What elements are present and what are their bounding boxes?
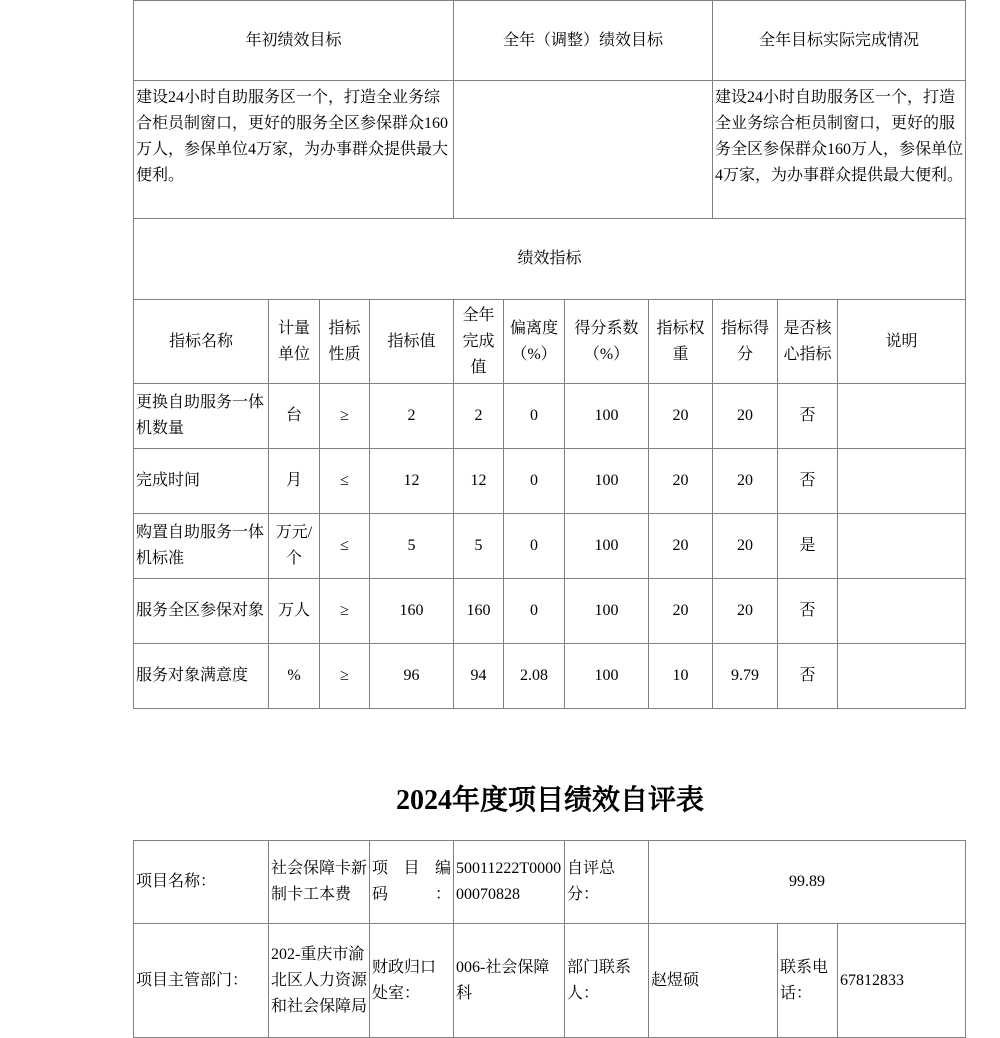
- adjusted-goal-text: [454, 81, 713, 219]
- contact-label: 部门联系人：: [565, 924, 649, 1038]
- metric-cell: 否: [778, 579, 838, 644]
- metric-cell: ≥: [320, 644, 370, 709]
- col-header: 指标性质: [320, 300, 370, 384]
- finance-label: 财政归口处室：: [370, 924, 454, 1038]
- col-header: 指标权重: [649, 300, 713, 384]
- metric-cell: 160: [454, 579, 504, 644]
- project-row-2: [134, 924, 966, 1038]
- metric-cell: 2: [454, 384, 504, 449]
- metric-cell: 100: [565, 384, 649, 449]
- performance-table: [133, 0, 966, 709]
- finance-value: 006-社会保障科: [454, 924, 565, 1038]
- metric-cell: 2.08: [504, 644, 565, 709]
- metric-cell: 20: [713, 384, 778, 449]
- metric-cell: [838, 514, 966, 579]
- phone-label: 联系电话：: [778, 924, 838, 1038]
- metric-cell: 更换自助服务一体机数量: [134, 384, 269, 449]
- dept-label: 项目主管部门：: [134, 924, 269, 1038]
- metric-cell: 服务全区参保对象: [134, 579, 269, 644]
- metric-cell: 12: [370, 449, 454, 514]
- metric-cell: [838, 449, 966, 514]
- goals-header-row: [134, 1, 966, 81]
- metric-cell: 100: [565, 579, 649, 644]
- metric-cell: 20: [649, 449, 713, 514]
- metric-cell: ≤: [320, 449, 370, 514]
- metric-cell: 万元/个: [269, 514, 320, 579]
- metric-cell: 100: [565, 514, 649, 579]
- project-code-label: 项目编码：: [370, 841, 454, 924]
- col-header: 指标得分: [713, 300, 778, 384]
- col-header: 得分系数（%）: [565, 300, 649, 384]
- metric-cell: 100: [565, 644, 649, 709]
- metric-cell: 100: [565, 449, 649, 514]
- project-info-table: [133, 840, 966, 1038]
- metric-cell: 0: [504, 449, 565, 514]
- initial-goal-text: 建设24小时自助服务区一个，打造全业务综合柜员制窗口，更好的服务全区参保群众160万人，参保单位4万家，为办事群众提供最大便利。: [134, 81, 454, 219]
- col-header: 计量单位: [269, 300, 320, 384]
- score-value: 99.89: [649, 841, 966, 924]
- header-adjusted-goal: 全年（调整）绩效目标: [454, 1, 713, 81]
- metric-cell: 台: [269, 384, 320, 449]
- metric-cell: 9.79: [713, 644, 778, 709]
- metric-cell: 是: [778, 514, 838, 579]
- metric-cell: 服务对象满意度: [134, 644, 269, 709]
- metric-cell: [838, 644, 966, 709]
- metric-cell: 2: [370, 384, 454, 449]
- metric-cell: 20: [713, 449, 778, 514]
- metric-cell: ≥: [320, 579, 370, 644]
- col-header: 指标值: [370, 300, 454, 384]
- metrics-section-row: [134, 219, 966, 300]
- metric-cell: 购置自助服务一体机标准: [134, 514, 269, 579]
- metric-cell: 0: [504, 384, 565, 449]
- contact-value: 赵煜硕: [649, 924, 778, 1038]
- metric-cell: ≥: [320, 384, 370, 449]
- metric-cell: ≤: [320, 514, 370, 579]
- metric-cell: %: [269, 644, 320, 709]
- project-name: 社会保障卡新制卡工本费: [269, 841, 370, 924]
- metric-cell: 完成时间: [134, 449, 269, 514]
- metrics-section-title: 绩效指标: [134, 219, 966, 300]
- goals-row: [134, 81, 966, 219]
- metric-cell: 94: [454, 644, 504, 709]
- metric-cell: 否: [778, 644, 838, 709]
- header-actual-completion: 全年目标实际完成情况: [713, 1, 966, 81]
- metric-cell: 12: [454, 449, 504, 514]
- actual-completion-text: 建设24小时自助服务区一个，打造全业务综合柜员制窗口，更好的服务全区参保群众160万人，参保单位4万家，为办事群众提供最大便利。: [713, 81, 966, 219]
- col-header: 偏离度（%）: [504, 300, 565, 384]
- metric-cell: 160: [370, 579, 454, 644]
- metric-cell: 10: [649, 644, 713, 709]
- col-header: 说明: [838, 300, 966, 384]
- metric-cell: 20: [649, 514, 713, 579]
- phone-value: 67812833: [838, 924, 966, 1038]
- metric-cell: 否: [778, 384, 838, 449]
- metric-cell: [838, 384, 966, 449]
- col-header: 指标名称: [134, 300, 269, 384]
- metric-row: [134, 644, 966, 709]
- metrics-header-row: [134, 300, 966, 384]
- project-name-label: 项目名称：: [134, 841, 269, 924]
- metric-cell: 20: [649, 579, 713, 644]
- metric-cell: 否: [778, 449, 838, 514]
- header-initial-goal: 年初绩效目标: [134, 1, 454, 81]
- metric-row: [134, 449, 966, 514]
- project-code: 50011222T000000070828: [454, 841, 565, 924]
- dept-value: 202-重庆市渝北区人力资源和社会保障局: [269, 924, 370, 1038]
- metric-row: [134, 579, 966, 644]
- form-title: 2024年度项目绩效自评表: [395, 785, 704, 816]
- col-header: 是否核心指标: [778, 300, 838, 384]
- metric-cell: 月: [269, 449, 320, 514]
- metric-cell: 20: [713, 579, 778, 644]
- metric-cell: 20: [649, 384, 713, 449]
- metric-cell: [838, 579, 966, 644]
- metric-cell: 0: [504, 579, 565, 644]
- col-header: 全年完成值: [454, 300, 504, 384]
- metric-cell: 万人: [269, 579, 320, 644]
- metric-cell: 20: [713, 514, 778, 579]
- project-row-1: [134, 841, 966, 924]
- metric-row: [134, 384, 966, 449]
- metric-cell: 5: [370, 514, 454, 579]
- metric-cell: 0: [504, 514, 565, 579]
- metric-cell: 96: [370, 644, 454, 709]
- metric-cell: 5: [454, 514, 504, 579]
- score-label: 自评总分：: [565, 841, 649, 924]
- metric-row: [134, 514, 966, 579]
